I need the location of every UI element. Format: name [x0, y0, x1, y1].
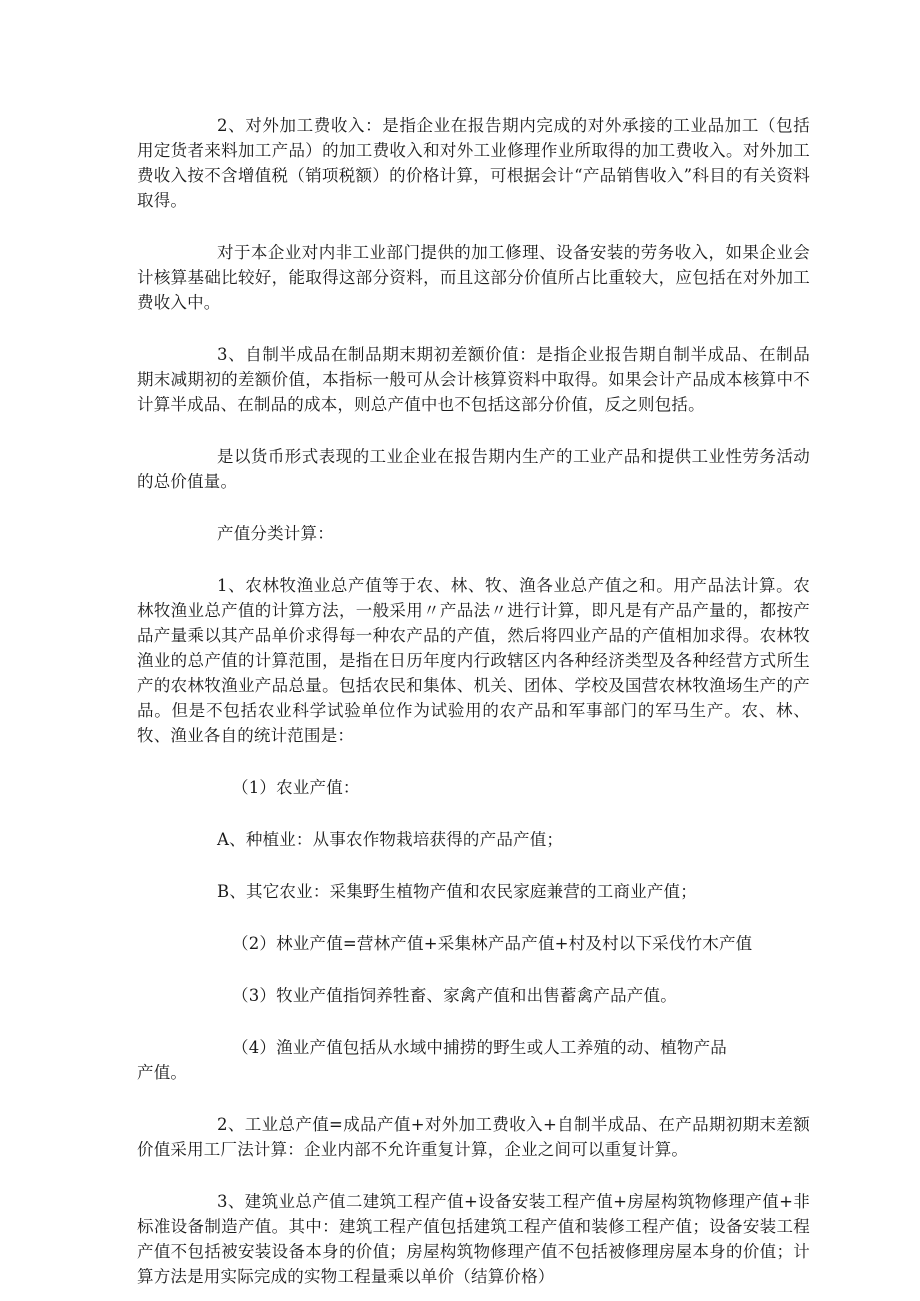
- item-fishery-value: （4）渔业产值包括从水域中捕捞的野生或人工养殖的动、植物产品: [232, 1038, 727, 1057]
- item-fishery-value-continued: 产值。: [137, 1063, 188, 1082]
- item-agriculture-value: （1）农业产值：: [232, 778, 360, 797]
- paragraph-construction-total: 3、建筑业总产值二建筑工程产值+设备安装工程产值+房屋构筑物修理产值+非标准设备制造产值。其中：建筑工程产值包括建筑工程产值和装修工程产值；设备安装工程产值不包括被安装设备本身的价值；房屋构筑物修理产值不包括被修理房屋本身的价值；计算方法是用实际完成的实物工程量乘以单价（结算价格）: [137, 1192, 810, 1286]
- item-livestock-value: （3）牧业产值指饲养牲畜、家禽产值和出售蓄禽产品产值。: [232, 986, 677, 1005]
- item-forestry-value: （2）林业产值=营林产值+采集林产品产值+村及村以下采伐竹木产值: [232, 934, 753, 953]
- paragraph-agriculture-total: 1、农林牧渔业总产值等于农、林、牧、渔各业总产值之和。用产品法计算。农林牧渔业总产值的计算方法，一般采用〃产品法〃进行计算，即凡是有产品产量的，都按产品产量乘以其产品单价求得每一种农产品的产值，然后将四业产品的产值相加求得。农林牧渔业的总产值的计算范围，是指在日历年度内行政辖区内各种经济类型及各种经营方式所生产的农林牧渔业产品总量。包括农民和集体、机关、团体、学校及国营农林牧渔场生产的产品。但是不包括农业科学试验单位作为试验用的农产品和军事部门的军马生产。农、林、牧、渔业各自的统计范围是：: [137, 576, 810, 745]
- paragraph-industry-total: 2、工业总产值=成品产值+对外加工费收入+自制半成品、在产品期初期末差额价值采用工厂法计算：企业内部不允许重复计算，企业之间可以重复计算。: [137, 1115, 810, 1159]
- paragraph-total-value-definition: 是以货币形式表现的工业企业在报告期内生产的工业产品和提供工业性劳务活动的总价值量。: [137, 447, 810, 491]
- paragraph-external-processing-income: 2、对外加工费收入：是指企业在报告期内完成的对外承接的工业品加工（包括用定货者来料加工产品）的加工费收入和对外工业修理作业所取得的加工费收入。对外加工费收入按不含增值税（销项税额）的价格计算，可根据会计“产品销售收入”科目的有关资料取得。: [137, 116, 810, 210]
- paragraph-classification-heading: 产值分类计算：: [217, 524, 334, 543]
- item-planting: A、种植业：从事农作物栽培获得的产品产值；: [217, 830, 564, 849]
- paragraph-internal-labor-income: 对于本企业对内非工业部门提供的加工修理、设备安装的劳务收入，如果企业会计核算基础比较好，能取得这部分资料，而且这部分价值所占比重较大，应包括在对外加工费收入中。: [137, 243, 810, 312]
- paragraph-semi-finished-difference: 3、自制半成品在制品期末期初差额价值：是指企业报告期自制半成品、在制品期末减期初的差额价值，本指标一般可从会计核算资料中取得。如果会计产品成本核算中不计算半成品、在制品的成本，则总产值中也不包括这部分价值，反之则包括。: [137, 345, 810, 414]
- item-other-agriculture: B、其它农业：采集野生植物产值和农民家庭兼营的工商业产值；: [217, 882, 697, 901]
